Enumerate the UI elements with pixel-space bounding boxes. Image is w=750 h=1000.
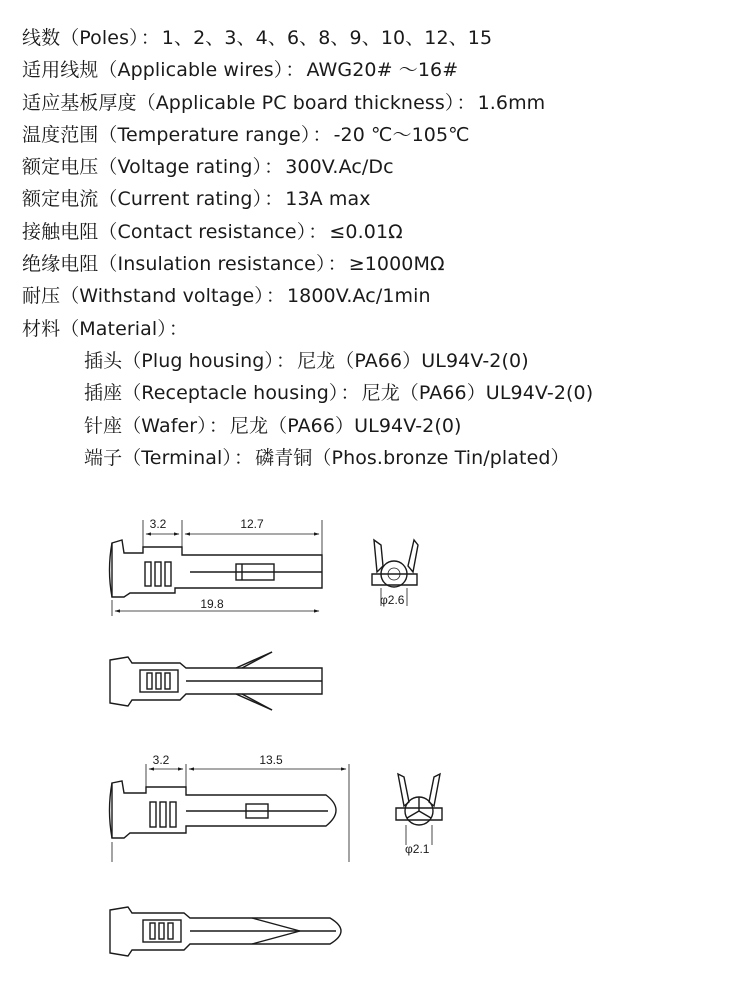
material-label: 插座（Receptacle housing）	[84, 382, 339, 405]
male-terminal-end-view	[396, 774, 442, 856]
spec-label: 适应基板厚度（Applicable PC board thickness）	[22, 91, 455, 114]
spec-separator: ：	[168, 317, 188, 340]
male-terminal-side-view	[110, 753, 350, 862]
spec-label: 额定电流（Current rating）	[22, 188, 263, 211]
spec-separator: ：	[312, 123, 332, 146]
spec-value: 13A max	[285, 188, 371, 211]
male-crimp-dim: 3.2	[152, 753, 170, 767]
spec-separator: ：	[308, 220, 328, 243]
spec-value: ≥1000MΩ	[348, 253, 445, 276]
spec-value: 1800V.Ac/1min	[286, 285, 431, 308]
spec-value: AWG20# ～16#	[306, 59, 459, 82]
spec-value: 1、2、3、4、6、8、9、10、12、15	[161, 27, 493, 49]
spec-separator: ：	[285, 59, 305, 82]
spec-value: 300V.Ac/Dc	[285, 156, 394, 179]
material-label: 端子（Terminal）	[84, 446, 232, 469]
material-label: 针座（Wafer）	[84, 414, 207, 437]
spec-label: 温度范围（Temperature range）	[22, 123, 311, 146]
spec-label: 材料（Material）	[22, 317, 167, 340]
female-terminal-end-view	[372, 540, 418, 607]
spec-separator: ：	[264, 156, 284, 179]
spec-separator: ：	[327, 253, 347, 276]
female-terminal-side-view	[110, 517, 323, 616]
male-body-dim: 13.5	[259, 753, 283, 767]
male-diameter-dim: φ2.1	[405, 842, 430, 856]
spec-separator: ：	[265, 285, 285, 308]
spec-value: -20 ℃～105℃	[333, 123, 470, 146]
material-separator: ：	[234, 446, 254, 469]
spec-label: 线数（Poles）	[22, 27, 139, 49]
female-total-dim: 19.8	[200, 597, 224, 611]
material-value: 尼龙（PA66）UL94V-2(0)	[361, 382, 594, 405]
female-body-dim: 12.7	[240, 517, 264, 531]
material-separator: ：	[208, 414, 228, 437]
female-diameter-dim: φ2.6	[380, 593, 405, 607]
spec-label: 额定电压（Voltage rating）	[22, 156, 263, 179]
spec-separator: ：	[140, 27, 160, 49]
spec-label: 接触电阻（Contact resistance）	[22, 220, 307, 243]
material-value: 尼龙（PA66）UL94V-2(0)	[297, 349, 529, 372]
male-terminal-top-view	[110, 907, 341, 956]
spec-label: 绝缘电阻（Insulation resistance）	[22, 253, 326, 276]
female-terminal-top-view	[110, 652, 322, 710]
spec-label: 适用线规（Applicable wires）	[22, 59, 284, 82]
material-separator: ：	[275, 349, 296, 372]
spec-separator: ：	[264, 188, 284, 211]
spec-label: 耐压（Withstand voltage）	[22, 285, 264, 308]
spec-separator: ：	[456, 91, 476, 114]
material-value: 尼龙（PA66）UL94V-2(0)	[229, 414, 462, 437]
material-label: 插头（Plug housing）	[84, 349, 274, 372]
female-crimp-dim: 3.2	[149, 517, 167, 531]
material-value: 磷青铜（Phos.bronze Tin/plated）	[255, 446, 570, 469]
spec-value: ≤0.01Ω	[329, 220, 403, 243]
spec-value: 1.6mm	[477, 91, 546, 114]
material-separator: ：	[340, 382, 360, 405]
